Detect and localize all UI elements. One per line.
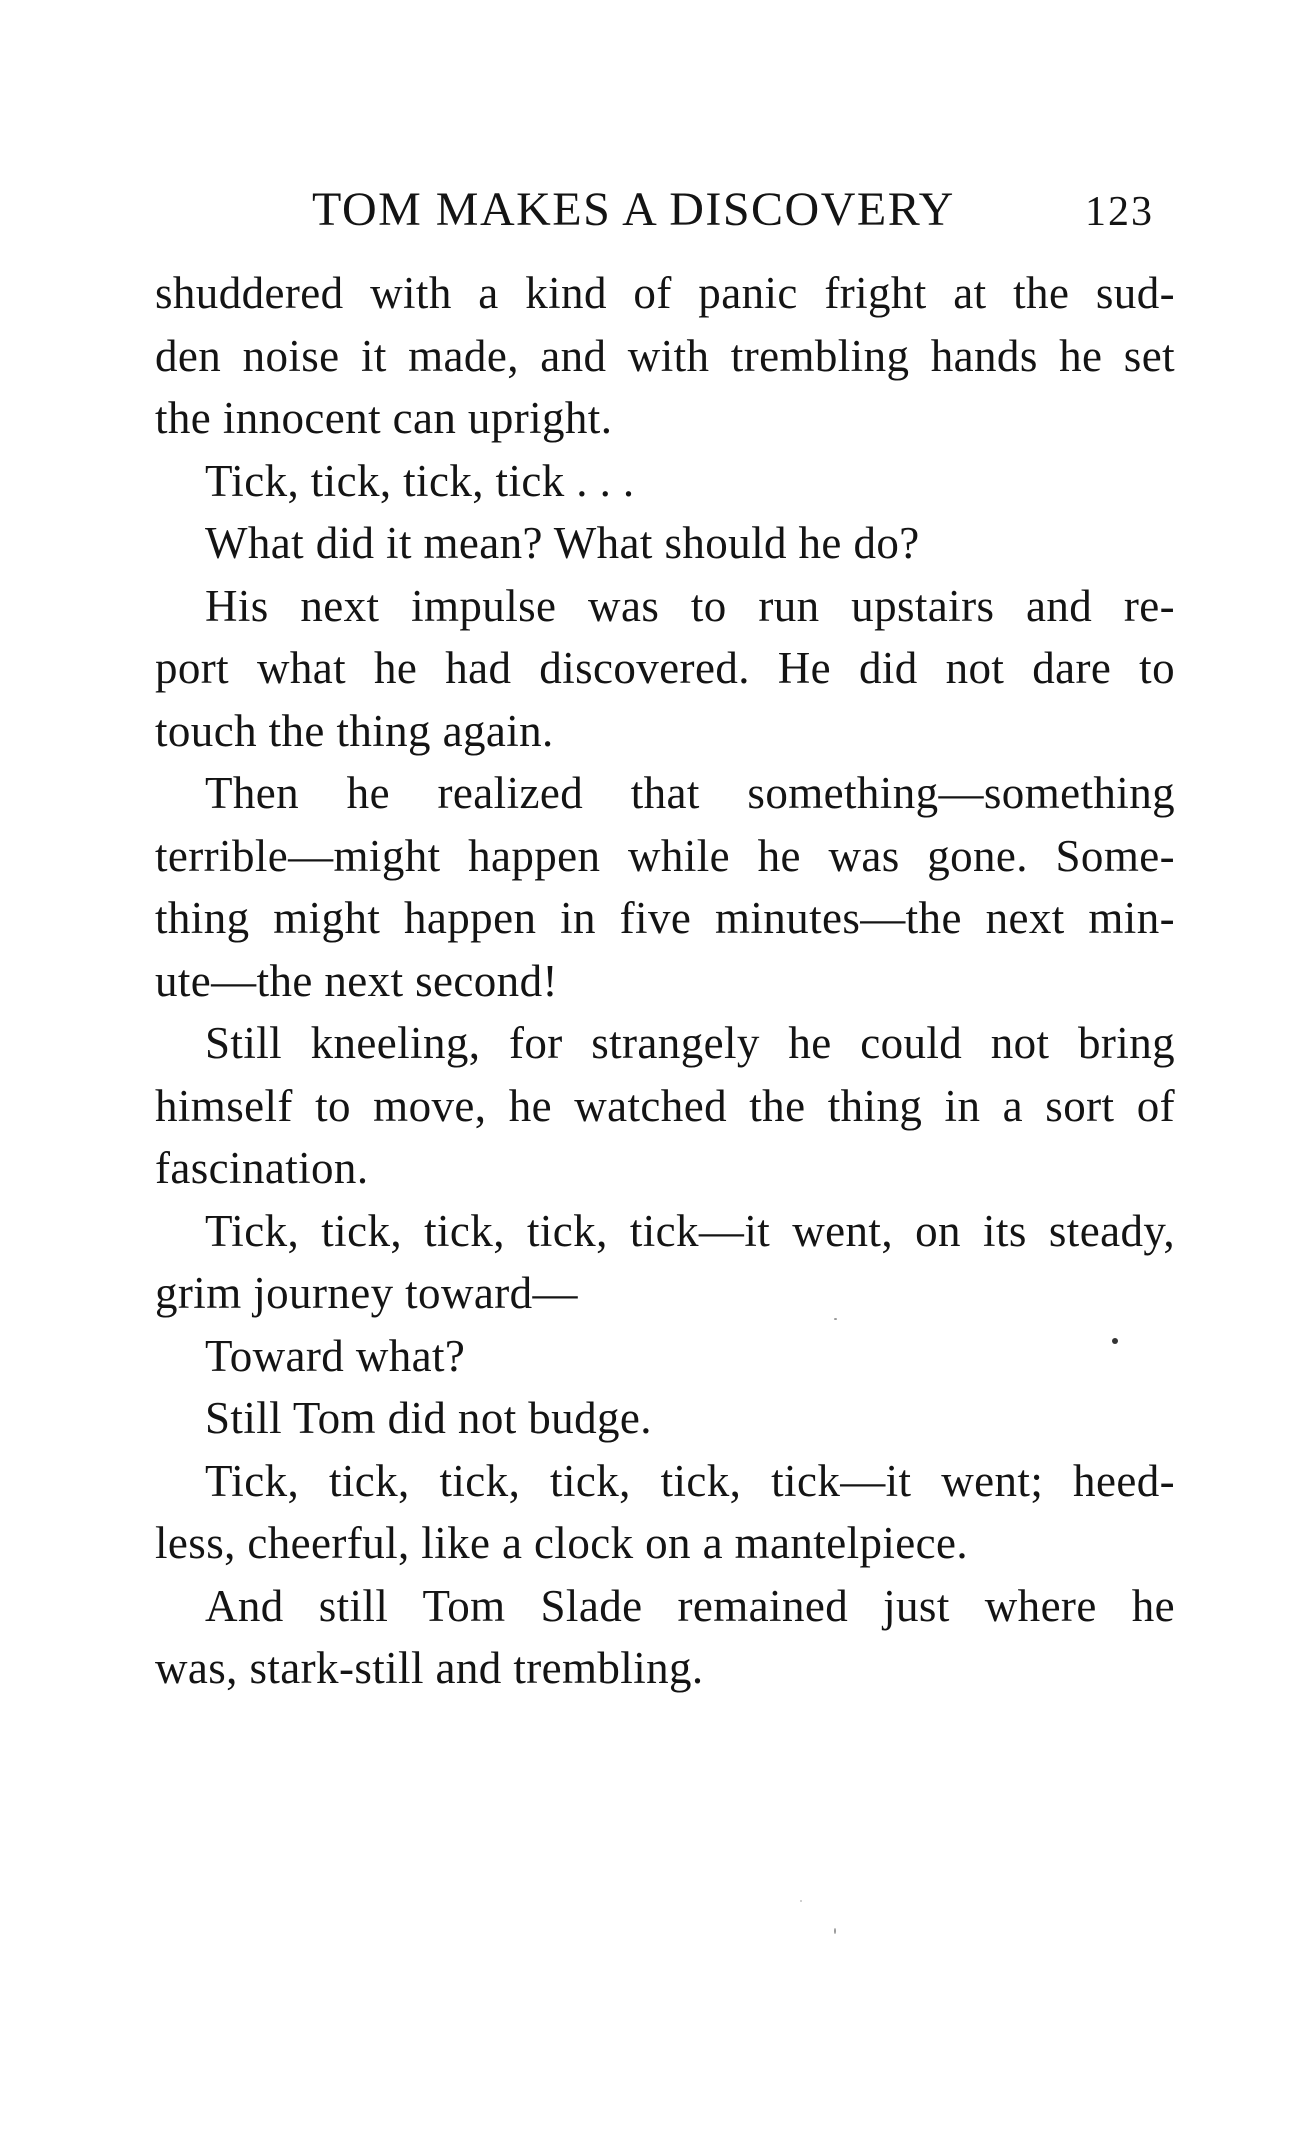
text-line: den noise it made, and with trembling hands he set (155, 330, 1175, 381)
text-line: was, stark-still and trembling. (155, 1643, 704, 1693)
text-line: port what he had discovered. He did not dare to (155, 643, 1175, 693)
text-line: Tick, tick, tick, tick, tick, tick—it went; heed- (205, 1455, 1175, 1506)
text-line: His next impulse was to run upstairs and re- (205, 580, 1175, 631)
text-line: What did it mean? What should he do? (205, 518, 920, 568)
text-line: thing might happen in five minutes—the next min- (155, 893, 1175, 943)
print-speck (800, 1900, 802, 1902)
print-speck (1112, 1338, 1118, 1344)
text-line: himself to move, he watched the thing in a sort of (155, 1080, 1175, 1131)
text-line: Then he realized that something—something (205, 768, 1175, 818)
text-line: less, cheerful, like a clock on a mantelpiece. (155, 1518, 969, 1568)
page-number: 123 (1085, 189, 1154, 235)
text-line: Tick, tick, tick, tick . . . (205, 455, 635, 506)
text-line: terrible—might happen while he was gone. Some- (155, 830, 1175, 881)
text-line: the innocent can upright. (155, 393, 613, 443)
body-text (155, 262, 1175, 1700)
page-header (155, 178, 1175, 242)
text-line: And still Tom Slade remained just where he (205, 1580, 1175, 1631)
text-line: touch the thing again. (155, 705, 554, 756)
text-line: ute—the next second! (155, 955, 558, 1006)
text-line: grim journey toward— (155, 1268, 578, 1318)
print-speck (834, 1928, 836, 1934)
text-line: shuddered with a kind of panic fright at the sud- (155, 268, 1175, 318)
text-line: Tick, tick, tick, tick, tick—it went, on its steady, (205, 1205, 1175, 1256)
running-head: TOM MAKES A DISCOVERY (312, 183, 955, 236)
text-line: fascination. (155, 1143, 369, 1193)
text-line: Still Tom did not budge. (205, 1393, 652, 1443)
print-speck (834, 1318, 837, 1320)
text-line: Toward what? (205, 1330, 466, 1381)
text-line: Still kneeling, for strangely he could not bring (205, 1018, 1175, 1068)
